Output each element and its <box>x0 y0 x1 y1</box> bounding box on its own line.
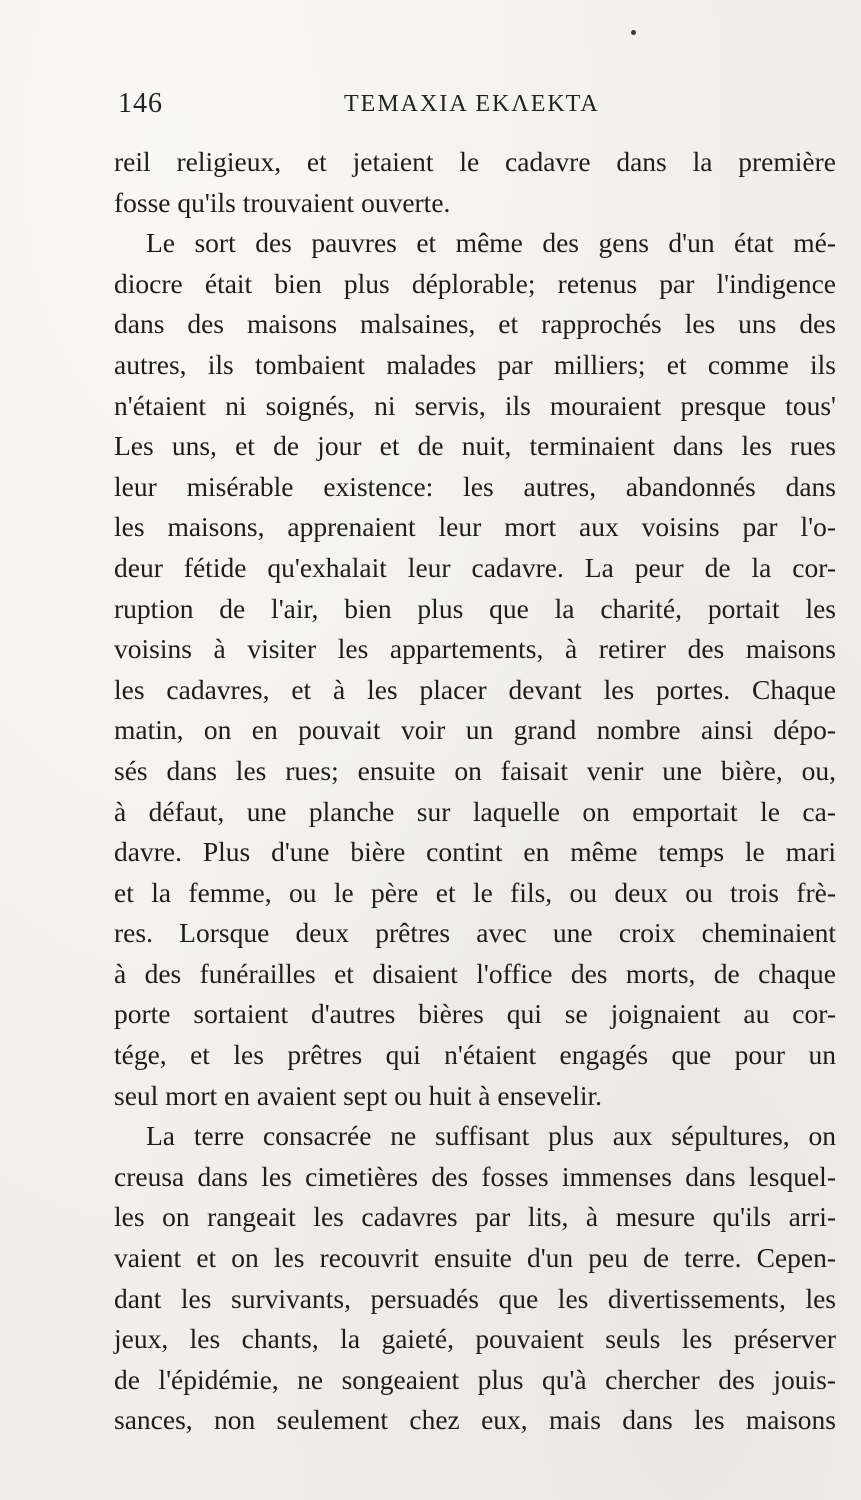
text-line: dant les survivants, persuadés que les divertissements, les <box>114 1282 836 1314</box>
text-line: Les uns, et de jour et de nuit, terminaient dans les rues <box>114 430 836 462</box>
text-line: sés dans les rues; ensuite on faisait venir une bière, ou, <box>114 754 836 786</box>
text-line: res. Lorsque deux prêtres avec une croix cheminaient <box>114 917 836 949</box>
text-line: seul mort en avaient sept ou huit à ensevelir. <box>114 1079 602 1111</box>
text-line: fosse qu'ils trouvaient ouverte. <box>114 186 451 218</box>
text-line: deur fétide qu'exhalait leur cadavre. La peur de la cor- <box>114 551 836 583</box>
text-line: tége, et les prêtres qui n'étaient engagés que pour un <box>114 1039 836 1071</box>
text-line: jeux, les chants, la gaieté, pouvaient seuls les préserver <box>114 1323 836 1355</box>
text-line: davre. Plus d'une bière contint en même temps le mari <box>114 836 836 868</box>
text-line: dans des maisons malsaines, et rapprochés les uns des <box>114 308 836 340</box>
text-line: n'étaient ni soignés, ni servis, ils mouraient presque tous' <box>114 389 836 421</box>
text-line: creusa dans les cimetières des fosses immenses dans lesquel- <box>114 1160 836 1192</box>
running-head: ΤΕΜΑΧΙΑ ΕΚΛΕΚΤΑ <box>344 91 600 117</box>
text-line: ruption de l'air, bien plus que la charité, portait les <box>114 592 836 624</box>
text-line: de l'épidémie, ne songeaient plus qu'à chercher des jouis- <box>114 1363 836 1395</box>
text-line: Le sort des pauvres et même des gens d'un état mé- <box>146 227 836 259</box>
text-line: reil religieux, et jetaient le cadavre dans la première <box>114 146 836 177</box>
text-line: et la femme, ou le père et le fils, ou deux ou trois frè- <box>114 876 836 908</box>
text-line: vaient et on les recouvrit ensuite d'un peu de terre. Cepen- <box>114 1242 836 1274</box>
text-line: les on rangeait les cadavres par lits, à mesure qu'ils arri- <box>114 1201 836 1233</box>
text-line: leur misérable existence: les autres, abandonnés dans <box>114 470 836 502</box>
text-line: à des funérailles et disaient l'office des morts, de chaque <box>114 957 836 989</box>
text-line: à défaut, une planche sur laquelle on emportait le ca- <box>114 795 836 827</box>
text-line: les cadavres, et à les placer devant les portes. Chaque <box>114 673 836 705</box>
text-line: diocre était bien plus déplorable; retenus par l'indigence <box>114 267 836 299</box>
text-line: sances, non seulement chez eux, mais dans les maisons <box>114 1404 836 1436</box>
body-text <box>114 142 836 1441</box>
text-line: matin, on en pouvait voir un grand nombre ainsi dépo- <box>114 714 836 746</box>
text-line: porte sortaient d'autres bières qui se joignaient au cor- <box>114 998 836 1030</box>
text-line: voisins à visiter les appartements, à retirer des maisons <box>114 633 836 665</box>
text-line: les maisons, apprenaient leur mort aux voisins par l'o- <box>114 511 836 543</box>
page-header <box>118 86 830 122</box>
text-line: autres, ils tombaient malades par milliers; et comme ils <box>114 348 836 380</box>
text-line: La terre consacrée ne suffisant plus aux sépultures, on <box>146 1120 836 1152</box>
page-number: 146 <box>118 88 163 119</box>
ink-speck <box>631 30 636 35</box>
